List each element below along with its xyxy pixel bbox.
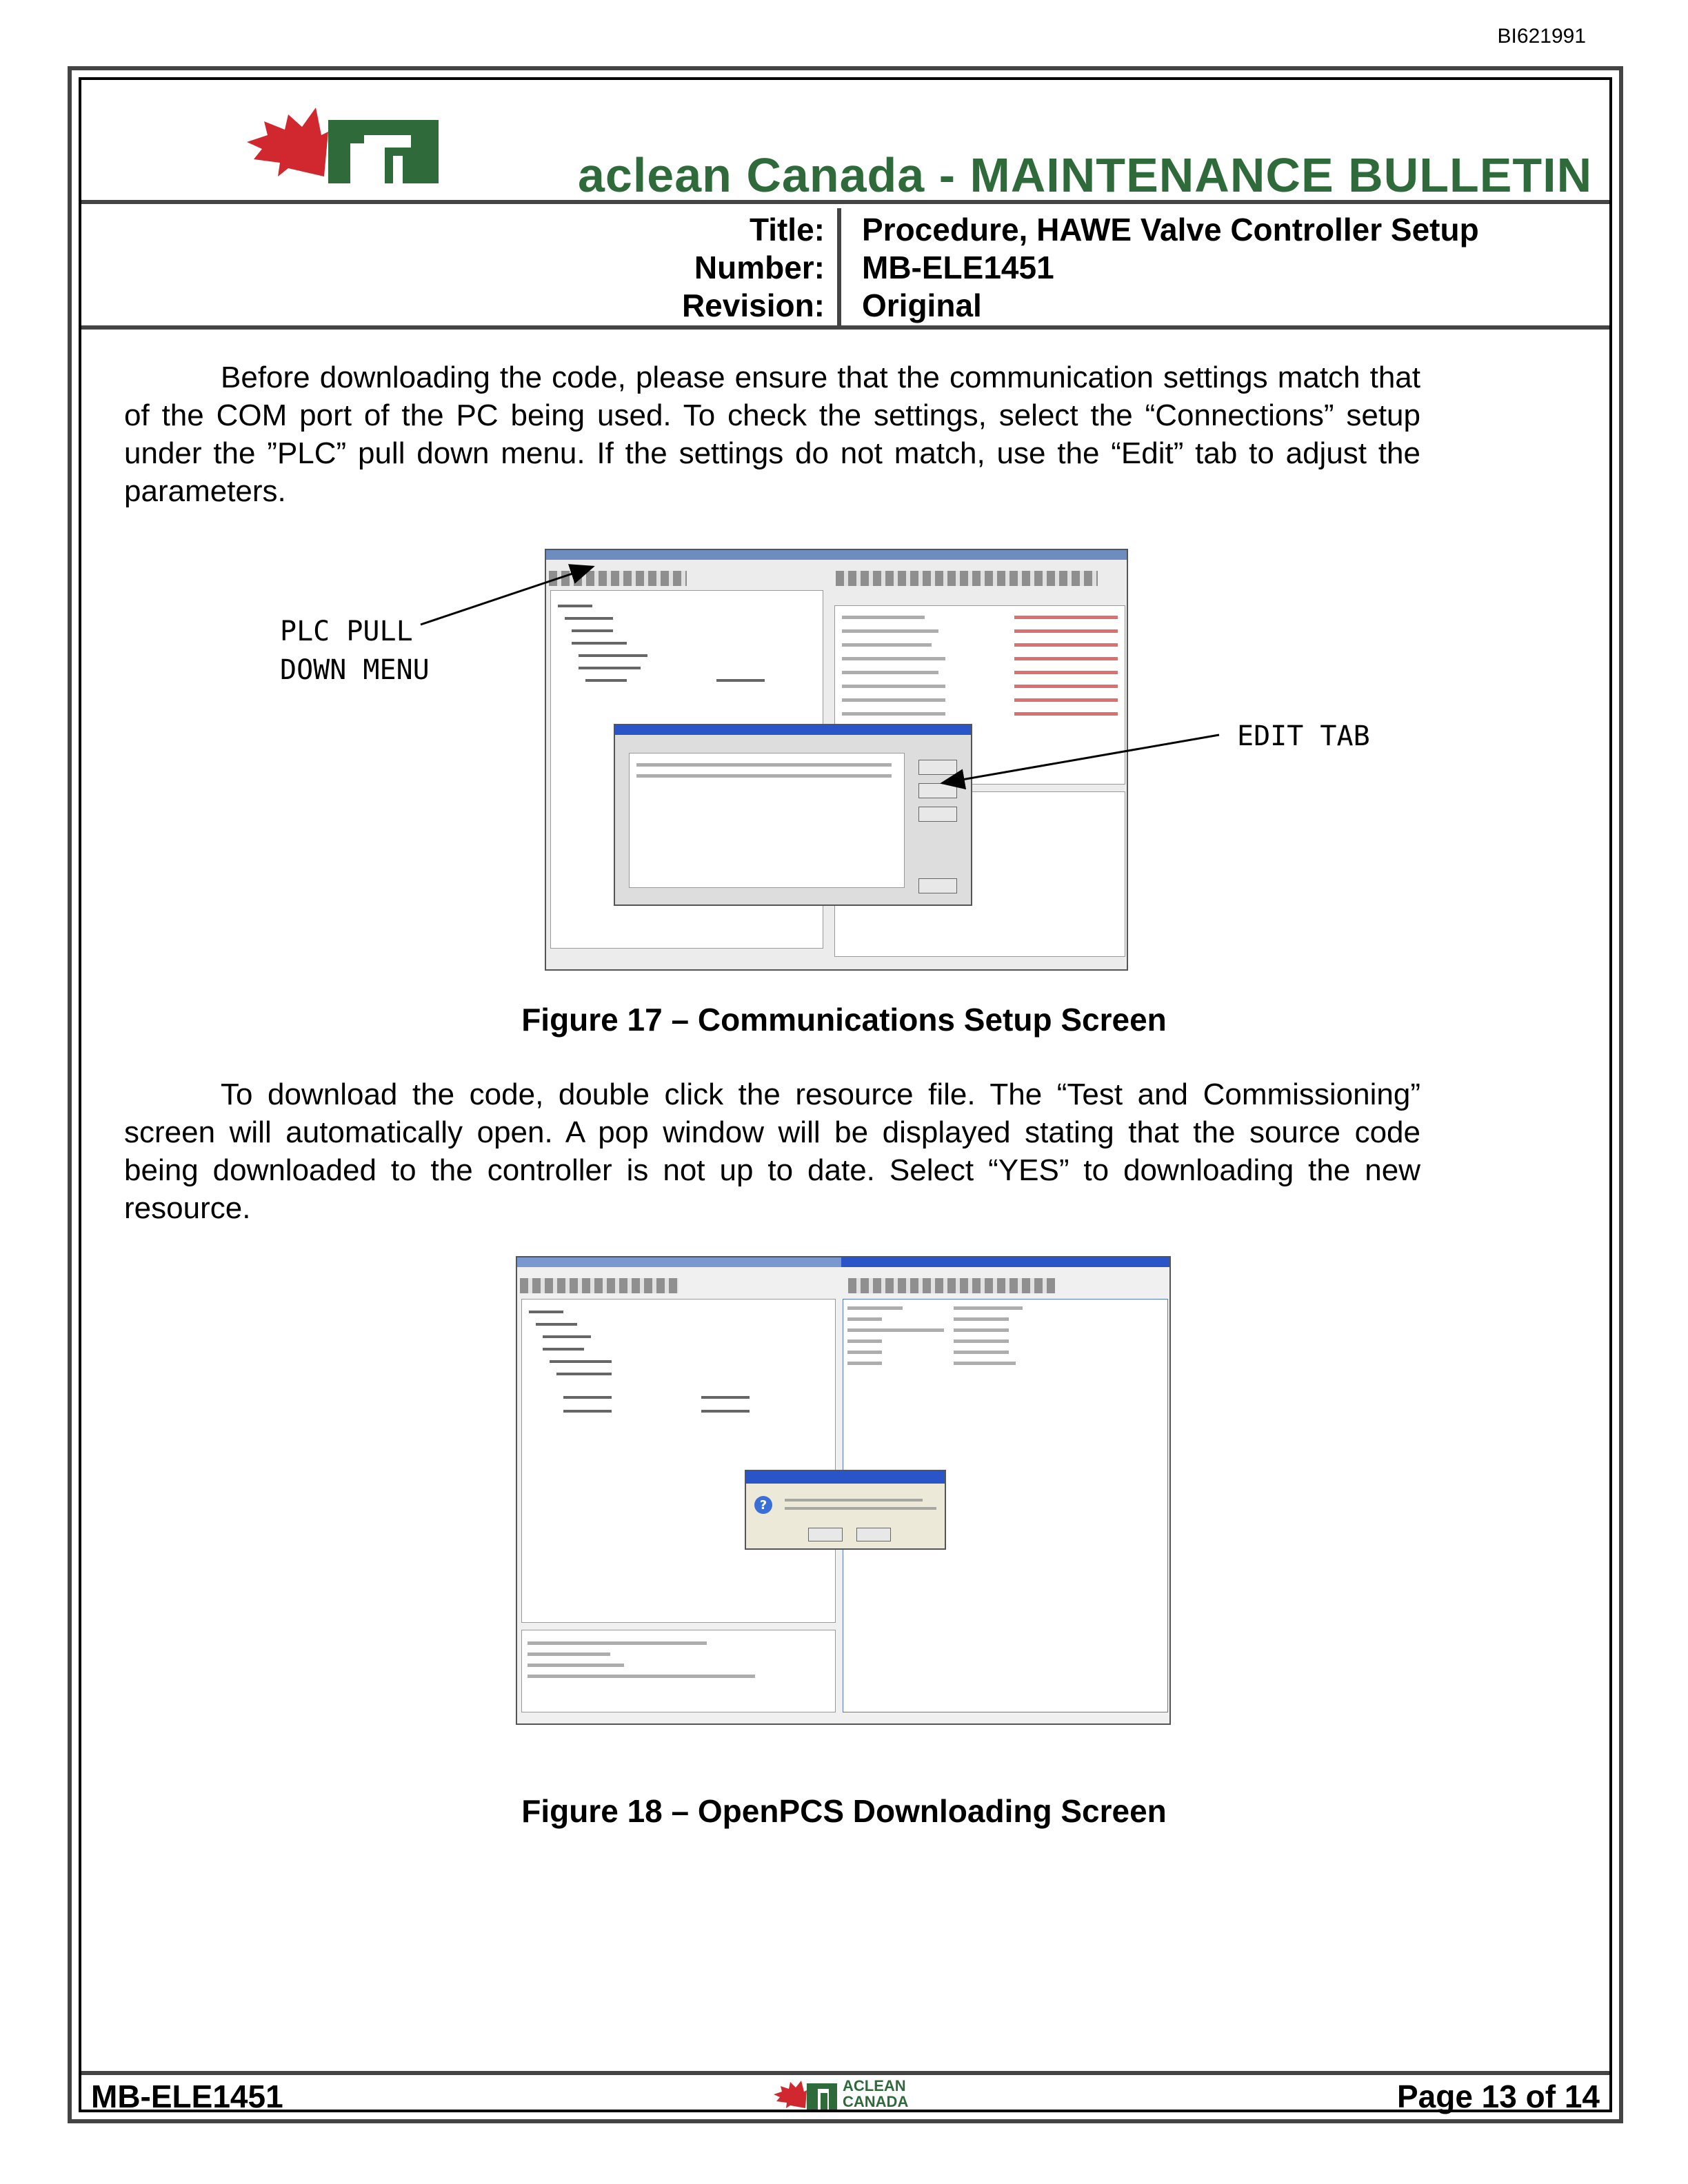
paragraph-2-text: To download the code, double click the resource file. The “Test and Commissioning” screen will automatically open. A pop window will be displayed stating that the source code being downloaded to the controller is not up to date. Select “YES” to downloading the new resource.	[124, 1078, 1420, 1225]
download-confirmation-dialog	[745, 1470, 946, 1550]
figure-17-caption: Figure 17 – Communications Setup Screen	[521, 1002, 1167, 1038]
title-label: Title:	[749, 212, 825, 247]
footer-doc-number: MB-ELE1451	[91, 2079, 283, 2114]
figure-18-output-pane	[521, 1630, 836, 1712]
edit-tab-arrow	[942, 735, 1219, 783]
footer-logo-line1: ACLEAN	[843, 2077, 906, 2094]
figure-18-left-titlebar	[517, 1257, 841, 1267]
paragraph-1-text: Before downloading the code, please ensure that the communication settings match that of the COM port of the PC being used. To check the settings, select the “Connections” setup under the ”PLC” pull down menu. If the settings do not match, use the “Edit” tab to adjust the parameters.	[124, 361, 1420, 508]
svg-text:?: ?	[759, 1498, 767, 1513]
plc-callout-line2: DOWN MENU	[280, 654, 430, 686]
edit-tab-callout: EDIT TAB	[1237, 720, 1370, 752]
figure-18-caption: Figure 18 – OpenPCS Downloading Screen	[521, 1793, 1167, 1829]
revision-value: Original	[862, 287, 982, 323]
plc-callout-line1: PLC PULL	[280, 616, 413, 647]
plc-menu-arrow	[421, 567, 593, 625]
brand-title: aclean Canada - MAINTENANCE BULLETIN	[578, 148, 1593, 202]
title-value: Procedure, HAWE Valve Controller Setup	[862, 212, 1479, 247]
question-icon	[753, 1495, 774, 1515]
number-value: MB-ELE1451	[862, 250, 1054, 285]
yes-button[interactable]	[808, 1528, 843, 1541]
footer-logo-line2: CANADA	[843, 2093, 909, 2110]
figure-18-tree-pane	[521, 1299, 836, 1623]
download-dialog-titlebar	[746, 1471, 945, 1484]
no-button[interactable]	[856, 1528, 891, 1541]
number-label: Number:	[694, 250, 825, 285]
footer-page-number: Page 13 of 14	[1396, 2079, 1600, 2114]
document-id: BI621991	[1497, 25, 1586, 48]
figure-18-right-titlebar	[841, 1257, 1169, 1267]
figure-18-screenshot	[516, 1256, 1171, 1725]
paragraph-download-code	[124, 1075, 1420, 1227]
revision-label: Revision:	[681, 287, 825, 323]
